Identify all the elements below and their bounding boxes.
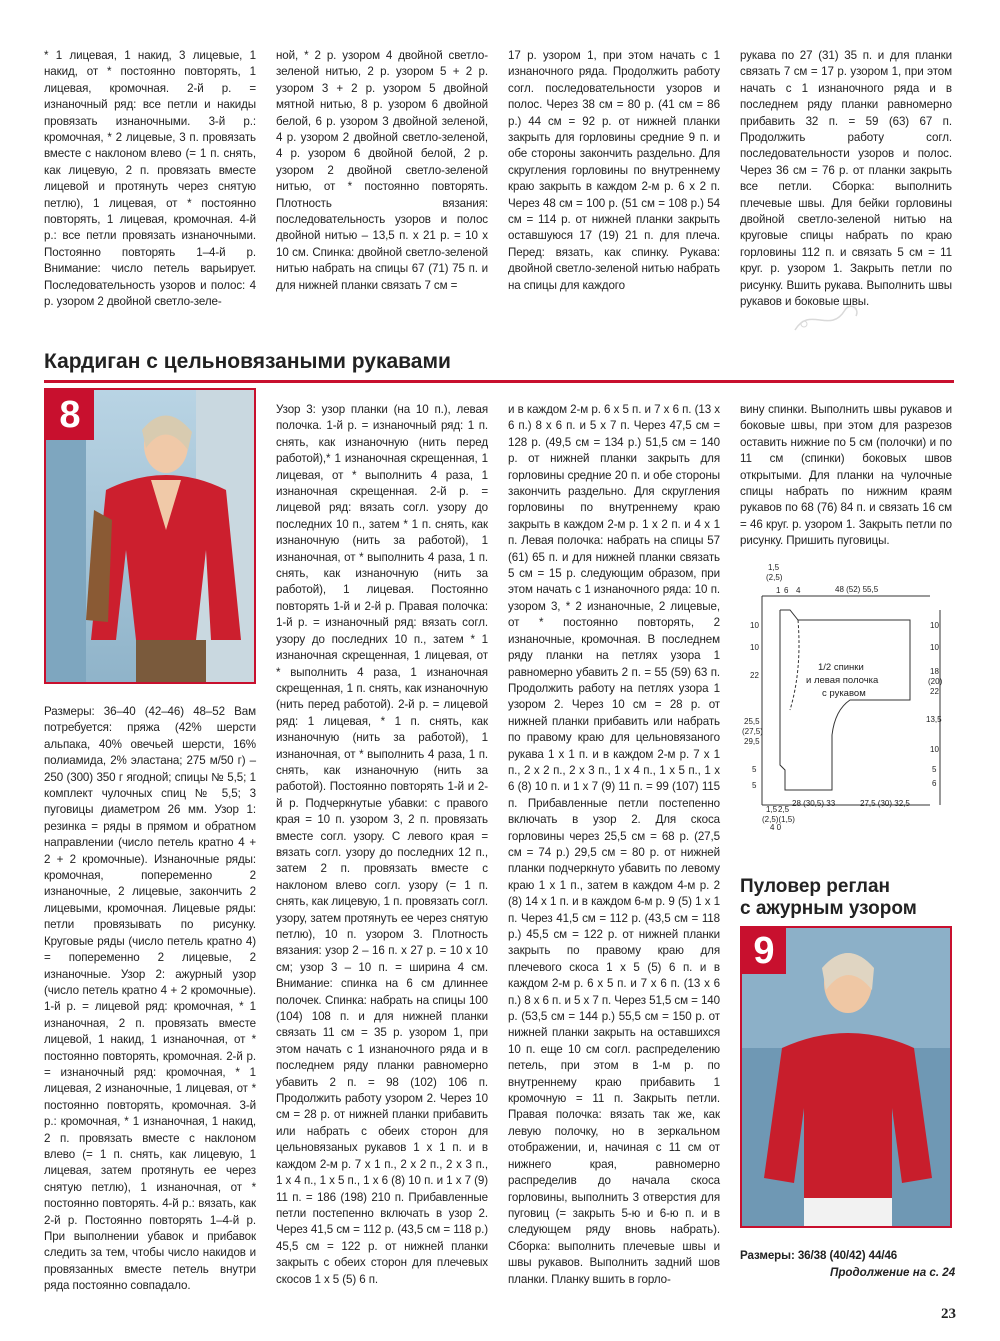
diagram-right-num-7: 5 [932, 765, 937, 774]
page-number: 23 [941, 1306, 956, 1322]
col1-text: Размеры: 36–40 (42–46) 48–52 Вам потребуется: пряжа (42% шерсти альпака, 40% овечьей шерсти, 16% полиамида, 2% эластана; 275 м/50 г) – 250 (300) 350 г ягодной; спицы № 5,5; 1 комплект чулочных спиц № 5,5; 3 пуговицы диаметром 26 мм. Узор 1: резинка = ряды в прямом и обратном направлении (число петель кратно 4 + 2 + 2 кромочные). Изнаночные ряды: кромочная, попеременно 2 изнаночные, 2 лицевые, закончить 2 лицевыми, кромочная. Лицевые ряды: петли провязывать по рисунку. Круговые ряды (число петель кратно 4) = попеременно 2 лицевые, 2 изнаночные. Узор 2: ажурный узор (число петель кратно 4 + 2 кромочные). 1-й р. = лицевой ряд: кромочная, * 1 изнаночная, 2 п. провязать вместе лицевой, 1 накид, 1 изнаночная, от * постоянно повторять, кромочная. 2-й р. = изнаночный ряд: кромочная, * 1 лицевая, 2 изнаночные, 1 лицевая, от * постоянно повторять, кромочная. 3-й р.: кромочная, * 1 изнаночная, 1 накид, 2 п. провязать вместе с наклоном влево (= 1 п. снять, как лицевую, 1 лицевая, затем протянуть ее через снятую петлю), 1 изнаночная, от * постоянно повторять. 4-й р.: вязать, как 2-й р. Постоянно повторять 1–4-й р. При выполнении убавок и прибавок следить за тем, чтобы число накидов и провязанных вместе петель внутри ряда постоянно совпадало. [44, 705, 256, 1293]
top-col-1 [44, 48, 256, 308]
diagram-bottom-5: 4 0 [770, 823, 782, 830]
section-rule [44, 380, 954, 383]
diagram-left-num-6: 10 [750, 643, 759, 652]
diagram-left-num-7: 22 [750, 671, 759, 680]
pullover-title-line-2: с ажурным узором [740, 898, 917, 919]
col4-text: вину спинки. Выполнить швы рукавов и боковые швы, при этом для разрезов оставить нижние по 5 см (полочки) и по 11 см (спинки) боковых швов открытыми. Для планки на чулочные спицы набрать по нижним краям рукавов по 68 (76) 84 п. и связать 16 см = 46 круг. р. узором 1. Закрыть петли по рисунку. Пришить пуговицы. [740, 403, 952, 548]
pullover-sizes: Размеры: 36/38 (40/42) 44/46 [740, 1249, 898, 1262]
diagram-bottom-1: 1,5 [766, 805, 778, 814]
diagram-center-1: 1/2 спинки [818, 662, 864, 673]
diagram-bottom-6: 2,5 [778, 805, 790, 814]
model-number-9: 9 [742, 928, 786, 974]
diagram-right-num-0: 10 [930, 621, 939, 630]
diagram-left-num-1: (2,5) [766, 573, 783, 582]
continued-note: Продолжение на с. 24 [830, 1266, 956, 1279]
diagram-left-num-2: 1 [776, 586, 781, 595]
diagram-center-3: с рукавом [822, 688, 866, 699]
diagram-left-num-10: 29,5 [744, 737, 760, 746]
col2-text: Узор 3: узор планки (на 10 п.), левая полочка. 1-й р. = изнаночный ряд: 1 п. снять, как изнаночную (нить перед работой),* 1 изнаночная скрещенная, 1 лицевая, от * выполнить 4 раза, 1 изнаночная скрещенная. 2-й р. = лицевой ряд: вязать согл. узору до последних 10 п., затем * 1 п. снять, как изнаночную (нить за работой), 1 изнаночная, от * выполнить 4 раза, 1 п. снять, как изнаночную (нить за работой), 1 лицевая. Постоянно повторять 1-й и 2-й р. Правая полочка: 1-й р. = изнаночный ряд: вязать согл. узору до последних 10 п., затем * 1 изнаночная скрещенная, 1 лицевая, от * выполнить 4 раза, 1 изнаночная скрещенная, 1 п. снять, как изнаночную (нить перед работой). 2-й р. = лицевой ряд: 1 лицевая, * 1 п. снять, как изнаночную (нить за работой), 1 изнаночная, от * выполнить 4 раза, 1 п. снять, как изнаночную (нить за работой). Постоянно повторять 1-й и 2-й р. Подчеркнутые убавки: с правого края = 10 п. узором 3, 2 п. провязать вместе согл. узору. С левого края = вязать согл. узору до последних 12 п., затем 2 п. провязать вместе с наклоном влево согл. узору (= 1 п. снять, как лицевую, 1 п. провязать согл. узору, затем протянуть ее через снятую петлю), 10 п. узором 3. Плотность вязания: узор 2 – 16 п. х 27 р. = 10 х 10 см; узор 3 – 10 п. = ширина 4 см. Внимание: спинка на 6 см длиннее полочек. Спинка: набрать на спицы 100 (104) 108 п. и для нижней планки связать 11 см = 35 р. узором 1, при этом начать с 1 изнаночного ряда и в последнем ряду планки равномерно убавить 2 п. = 98 (102) 106 п. Продолжить работу узором 2. Через 10 см = 28 р. от нижней планки прибавить или набрать с обеих сторон для цельновязаных рукавов 1 х 1 п. и в каждом 2-м р. 7 х 1 п., 2 х 2 п., 2 х 3 п., 1 х 4 п., 1 х 5 п., 1 х 6 (8) 10 п. и 1 х 7 (9) 11 п. = 186 (198) 210 п. Прибавленные петли постепенно включать в узор 2. Через 41,5 см = 112 р. (43,5 см = 118 р.) 45,5 см = 122 р. от нижней планки закрыть с обеих сторон для плечевых скосов 1 х 5 (5) 6 п. [276, 403, 488, 1286]
col3-text: и в каждом 2-м р. 6 х 5 п. и 7 х 6 п. (13 х 6 п.) 8 х 6 п. и 5 х 7 п. Через 47,5 см = 128 р. (49,5 см = 134 р.) 51,5 см = 140 р. от нижней планки закрыть для горловины средние 20 п. и обе стороны закончить раздельно. Для скругления горловины по внутреннему краю закрыть в каждом 2-м р. 1 х 2 п. и 4 х 1 п. Левая полочка: набрать на спицы 57 (61) 65 п. и для нижней планки связать 5 см = 15 р. следующим образом, при этом начать с 1 изнаночного ряда: 10 п. узором 3, * 2 изнаночные, 2 лицевые, от * постоянно повторять, 2 изнаночные, кромочная. В последнем ряду планки на петлях узора 1 равномерно убавить 2 п. = 55 (59) 63 п. Продолжить работу на петлях узора 1 узором 2. Через 10 см = 28 р. от нижней планки прибавить или набрать по правому краю для цельновязаного рукава 1 х 1 п. и в каждом 2-м р. 7 х 1 п., 2 х 2 п., 2 х 3 п., 1 х 4 п., 1 х 5 п., 1 х 6 (8) 10 п. и 1 х 7 (9) 11 п. = 99 (107) 115 п. Прибавленные петли постепенно включать в узор 2. Для скоса горловины через 25,5 см = 68 р. (27,5 см = 74 р.) 29,5 см = 80 р. от нижней планки подчеркнуто убавить по левому краю 1 х 1 п., затем в каждом 4-м р. 2 (8) 14 х 1 п. и в каждом 6-м р. 9 (5) 1 х 1 п. Через 41,5 см = 112 р. (43,5 см = 118 р.) 45,5 см = 122 р. от нижней планки закрыть по правому краю для плечевого скоса 1 х 5 (5) 6 п. и в каждом 2-м р. 6 х 5 п. и 7 х 6 п. (13 х 6 п.) 8 х 6 п. и 5 х 7 п. Через 51,5 см = 140 р. (53,5 см = 144 р.) 55,5 см = 150 р. от нижней планки закрыть на оставшихся 10 п. еще 10 см согл. распределению петель, при этом в 1-м р. по внутреннему краю прибавить 1 кромочную = 11 п. Закрыть петли. Правая полочка: вязать так же, как левую полочку, но в зеркальном отображении, и, начиная с 11 см от нижнего края, равномерно распределив до начала скоса горловины, выполнить 3 отверстия для пуговиц (= закрыть 5-ю и 6-ю п. и в следующем ряду вновь набрать). Сборка: выполнить плечевые швы и швы рукавов. Выполнить задний шов планки. Планку вшить в горло- [508, 403, 720, 1286]
section-header [44, 350, 954, 382]
top-col-1-text: * 1 лицевая, 1 накид, 3 лицевые, 1 накид, от * постоянно повторять, 1 лицевая, кромочная. 2-й р. = изнаночный ряд: все петли и накиды провязать изнаночными. 3-й р.: кромочная, * 2 лицевые, 3 п. провязать вместе с наклоном влево (= 1 п. снять, как лицевую, 2 п. провязать вместе лицевой и протянуть через снятую петлю), 1 лицевая, от * постоянно повторять, 1 лицевая, кромочная. 4-й р.: все петли провязать изнаночными. Постоянно повторять 1–4-й р. Внимание: число петель варьирует. Последовательность узоров и полос: 4 р. узором 2 двойной светло-зеле- [44, 49, 256, 309]
section-title: Кардиган с цельновязаными рукавами [44, 350, 451, 373]
diagram-left-num-8: 25,5 [744, 717, 760, 726]
diagram-left-num-5: 10 [750, 621, 759, 630]
diagram-right-num-6: 10 [930, 745, 939, 754]
diagram-left-num-9: (27,5) [742, 727, 763, 736]
diagram-left-num-11: 5 [752, 765, 757, 774]
pattern-diagram [740, 560, 952, 830]
diagram-right-num-2: 18 [930, 667, 939, 676]
diagram-left-num-12: 5 [752, 781, 757, 790]
col2-body [276, 402, 488, 1286]
pullover-photo [740, 926, 952, 1228]
pullover-title-line-1: Пуловер реглан [740, 876, 891, 897]
diagram-right-num-3: (20) [928, 677, 943, 686]
top-col-2-text: ной, * 2 р. узором 4 двойной светло-зеленой нитью, 2 р. узором 5 + 2 р. узором 3 + 2 р. узором 5 двойной мятной нитью, 8 р. узором 6 двойной белой, 6 р. узором 3 двойной зеленой, 4 р. узором 2 двойной светло-зеленой, 4 р. узором 6 двойной белой, 2 р. узором 2 двойной светло-зеленой нитью, от * постоянно повторять. Плотность вязания: последовательность узоров и полос двойной нитью – 13,5 п. х 21 р. = 10 х 10 см. Спинка: двойной светло-зеленой нитью набрать на спицы 67 (71) 75 п. и для нижней планки связать 7 см = [276, 49, 488, 292]
diagram-bottom-3: 27,5 (30) 32,5 [860, 799, 910, 808]
top-col-3-text: 17 р. узором 1, при этом начать с 1 изнаночного ряда. Продолжить работу согл. последовательности узоров и полос. Через 38 см = 80 р. (41 см = 86 р.) 44 см = 92 р. от нижней планки закрыть для горловины средние 9 п. и обе стороны закончить раздельно. Для скругления горловины по внутреннему краю закрыть в каждом 2-м р. 6 х 2 п. Через 48 см = 100 р. (51 см = 108 р.) 54 см = 114 р. от нижней планки закрыть оставшуюся 17 (19) 21 п. для плеча. Перед: вязать, как спинку. Рукава: двойной светло-зеленой нитью набрать на спицы для каждого [508, 49, 720, 292]
diagram-left-num-4: 4 [796, 586, 801, 595]
pullover-title [740, 876, 952, 920]
diagram-bottom-4: (2,5)(1,5) [762, 815, 795, 824]
flourish-ornament [790, 300, 870, 340]
diagram-left-num-3: 6 [784, 586, 789, 595]
top-col-4-text: рукава по 27 (31) 35 п. и для планки связать 7 см = 17 р. узором 1, при этом начать с 1 изнаночного ряда и в последнем ряду планки равномерно прибавить 32 п. = 59 (63) 67 п. Продолжить работу согл. последовательности узоров и полос. Через 36 см = 76 р. от планки закрыть все петли. Сборка: выполнить плечевые швы. Для бейки горловины двойной светло-зеленой нитью на круговые спицы набрать по краю горловины 112 п. и связать 5 см = 11 круг. р. узором 1. Закрыть петли по рисунку. Вшить рукава. Выполнить швы рукавов и боковые швы. [740, 49, 952, 309]
diagram-top-label: 48 (52) 55,5 [835, 585, 879, 594]
cardigan-photo [44, 388, 256, 684]
diagram-right-num-4: 22 [930, 687, 939, 696]
diagram-right-num-1: 10 [930, 643, 939, 652]
top-col-2 [276, 48, 488, 308]
diagram-left-num-0: 1,5 [768, 563, 780, 572]
diagram-right-num-5: 13,5 [926, 715, 942, 724]
top-col-4 [740, 48, 952, 308]
diagram-right-num-8: 6 [932, 779, 937, 788]
diagram-center-2: и левая полочка [806, 675, 879, 686]
col4-body [740, 402, 952, 552]
col3-body [508, 402, 720, 1286]
model-number-8: 8 [46, 390, 94, 440]
top-col-3 [508, 48, 720, 308]
diagram-bottom-2: 28 (30,5) 33 [792, 799, 836, 808]
col1-body [44, 704, 256, 1293]
